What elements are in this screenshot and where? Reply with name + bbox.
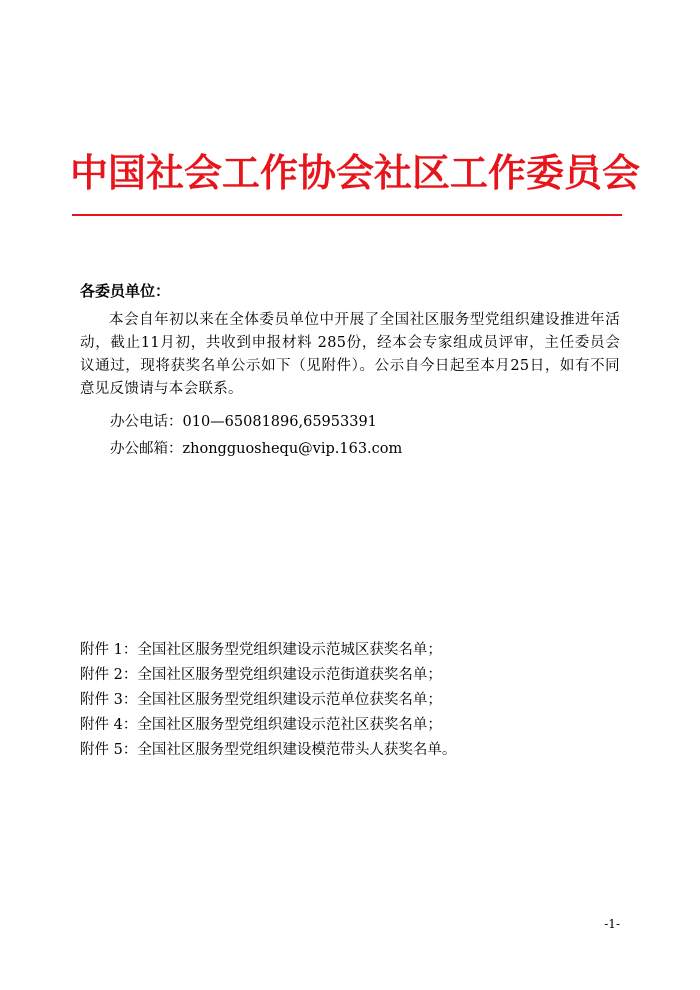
letterhead-rule <box>72 214 622 216</box>
salutation: 各委员单位： <box>80 282 171 300</box>
body-paragraph: 本会自年初以来在全体委员单位中开展了全国社区服务型党组织建设推进年活动，截止11月初，共收到申报材料 285份，经本会专家组成员评审，主任委员会议通过，现将获奖名单公示如下（见附件）。公示自今日起至本月25日，如有不同意见反馈请与本会联系。 <box>80 312 620 397</box>
attachment-item: 附件 1：全国社区服务型党组织建设示范城区获奖名单； <box>80 642 442 658</box>
letterhead-title: 中国社会工作协会社区工作委员会 <box>70 150 641 195</box>
page-number: -1- <box>604 917 620 931</box>
office-email: 办公邮箱：zhongguoshequ@vip.163.com <box>110 441 403 457</box>
attachment-item: 附件 3：全国社区服务型党组织建设示范单位获奖名单； <box>80 692 442 708</box>
attachment-list <box>80 638 456 763</box>
attachment-item: 附件 2：全国社区服务型党组织建设示范街道获奖名单； <box>80 667 442 683</box>
attachment-item: 附件 5：全国社区服务型党组织建设模范带头人获奖名单。 <box>80 742 457 758</box>
office-phone: 办公电话：010—65081896,65953391 <box>110 414 377 430</box>
attachment-item: 附件 4：全国社区服务型党组织建设示范社区获奖名单； <box>80 717 442 733</box>
